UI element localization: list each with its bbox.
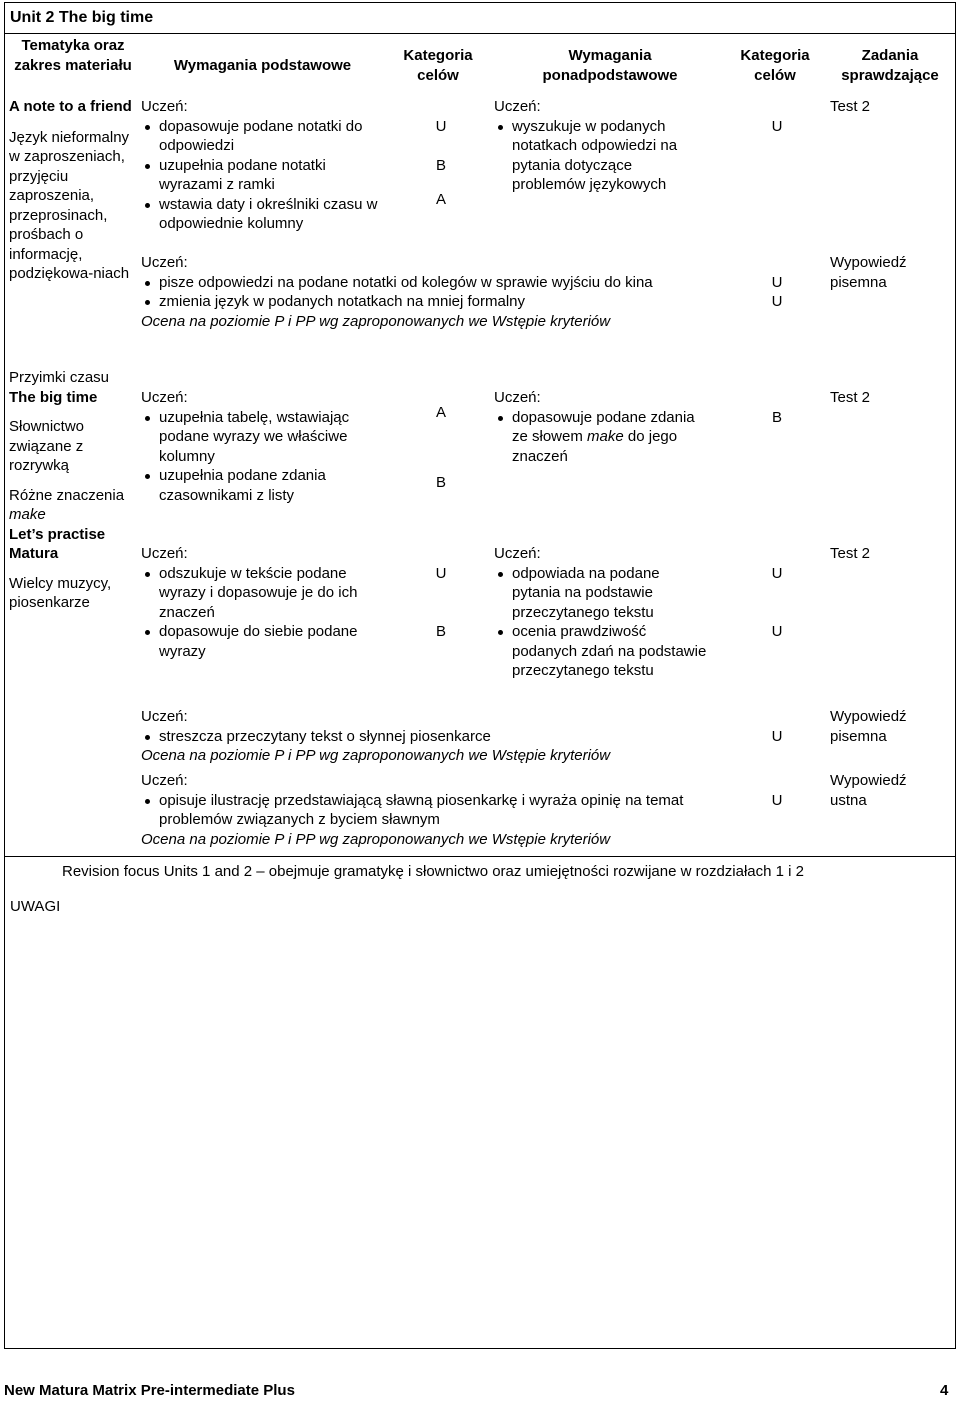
category-code: B	[435, 474, 446, 491]
requirement-item: uzupełnia podane zdania czasownikami z listy	[141, 466, 386, 505]
section1-advanced	[494, 97, 709, 195]
section2-topic	[9, 368, 137, 613]
topic-make: Różne znaczenia make	[9, 486, 125, 523]
category-code: B	[435, 157, 446, 174]
task-label: Wypowiedź ustna	[830, 772, 907, 809]
requirement-item: dopasowuje do siebie podane wyrazy	[141, 622, 386, 661]
header-cat2: Kategoria celów	[740, 47, 810, 84]
header-advanced: Wymagania ponadpodstawowe	[542, 47, 678, 84]
section2-advanced-a	[494, 388, 709, 466]
topic-title: The big time	[9, 388, 98, 406]
task-label: Test 2	[830, 545, 871, 562]
remarks-label: UWAGI	[10, 898, 61, 915]
requirement-item: wstawia daty i określniki czasu w odpowiednie kolumny	[141, 195, 386, 234]
task-label: Wypowiedź pisemna	[830, 708, 907, 745]
category-code: U	[771, 293, 783, 310]
topic-description: Wielcy muzycy, piosenkarze	[9, 574, 112, 611]
category-code: U	[771, 728, 783, 745]
revision-focus: Revision focus Units 1 and 2 – obejmuje gramatykę i słownictwo oraz umiejętności rozwijane w rozdziałach 1 i 2	[62, 863, 805, 880]
header-topic: Tematyka oraz zakres materiału	[14, 37, 132, 74]
student-label: Uczeń:	[494, 98, 541, 115]
topic-title: A note to a friend	[9, 98, 132, 115]
category-code: A	[435, 191, 446, 208]
student-label: Uczeń:	[141, 389, 188, 406]
task-label: Wypowiedź pisemna	[830, 254, 907, 291]
student-label: Uczeń:	[141, 772, 188, 789]
category-code: U	[771, 623, 783, 640]
task-label: Test 2	[830, 389, 871, 406]
student-label: Uczeń:	[141, 254, 188, 271]
category-code: U	[771, 565, 783, 582]
assessment-note: Ocena na poziomie P i PP wg zaproponowanych we Wstępie kryteriów	[141, 830, 611, 848]
topic-vocabulary: Słownictwo związane z rozrywką	[9, 418, 85, 474]
requirement-item: opisuje ilustrację przedstawiającą sławną piosenkarkę i wyraża opinię na temat problemów związanych z byciem sławnym	[141, 791, 741, 830]
section2-basic-a	[141, 388, 386, 505]
section1-basic	[141, 97, 386, 234]
section2-basic-b	[141, 544, 386, 661]
requirement-item: odszukuje w tekście podane wyrazy i dopasowuje je do ich znaczeń	[141, 564, 386, 623]
student-label: Uczeń:	[141, 545, 188, 562]
requirement-item: streszcza przeczytany tekst o słynnej piosenkarce	[141, 727, 741, 747]
category-code: U	[435, 118, 447, 135]
requirement-item: pisze odpowiedzi na podane notatki od kolegów w sprawie wyjściu do kina	[141, 273, 741, 293]
title-divider	[4, 33, 956, 34]
category-code: U	[771, 792, 783, 809]
requirement-item: zmienia język w podanych notatkach na mniej formalny	[141, 292, 741, 312]
category-code: U	[435, 565, 447, 582]
section2-wide-1	[141, 707, 741, 766]
category-code: B	[435, 623, 446, 640]
category-code: B	[771, 409, 782, 426]
topic-description: Język nieformalny w zaproszeniach, przyjęciu zaproszenia, przeprosinach, prośbach o informację, podziękowa-niach	[9, 128, 130, 282]
category-code: U	[771, 118, 783, 135]
unit-title: Unit 2 The big time	[10, 9, 154, 26]
requirement-item: uzupełnia tabelę, wstawiając podane wyrazy we właściwe kolumny	[141, 408, 386, 467]
requirement-item: uzupełnia podane notatki wyrazami z ramki	[141, 156, 386, 195]
requirement-item: dopasowuje podane zdania ze słowem make do jego znaczeń	[494, 408, 709, 467]
student-label: Uczeń:	[141, 708, 188, 725]
topic-line: Przyimki czasu	[9, 369, 110, 386]
header-cat1: Kategoria celów	[403, 47, 473, 84]
topic-title: Let’s practise Matura	[9, 525, 106, 562]
requirement-item: wyszukuje w podanych notatkach odpowiedzi na pytania dotyczące problemów językowych	[494, 117, 709, 195]
footer-book-title: New Matura Matrix Pre-intermediate Plus	[4, 1382, 295, 1399]
page-number: 4	[940, 1382, 949, 1399]
category-code: A	[435, 404, 446, 421]
section2-advanced-b	[494, 544, 709, 681]
task-label: Test 2	[830, 98, 871, 115]
requirement-item: dopasowuje podane notatki do odpowiedzi	[141, 117, 386, 156]
assessment-note: Ocena na poziomie P i PP wg zaproponowanych we Wstępie kryteriów	[141, 747, 611, 764]
section2-wide-2	[141, 771, 741, 849]
section1-topic	[9, 97, 137, 284]
header-tasks: Zadania sprawdzające	[841, 47, 939, 84]
student-label: Uczeń:	[494, 389, 541, 406]
requirement-item: ocenia prawdziwość podanych zdań na podstawie przeczytanego tekstu	[494, 622, 709, 681]
student-label: Uczeń:	[494, 545, 541, 562]
header-basic: Wymagania podstawowe	[173, 57, 352, 74]
category-code: U	[771, 274, 783, 291]
assessment-note: Ocena na poziomie P i PP wg zaproponowanych we Wstępie kryteriów	[141, 312, 611, 330]
requirement-item: odpowiada na podane pytania na podstawie przeczytanego tekstu	[494, 564, 709, 623]
student-label: Uczeń:	[141, 98, 188, 115]
section1-wide	[141, 253, 741, 331]
remarks-divider	[4, 856, 956, 857]
